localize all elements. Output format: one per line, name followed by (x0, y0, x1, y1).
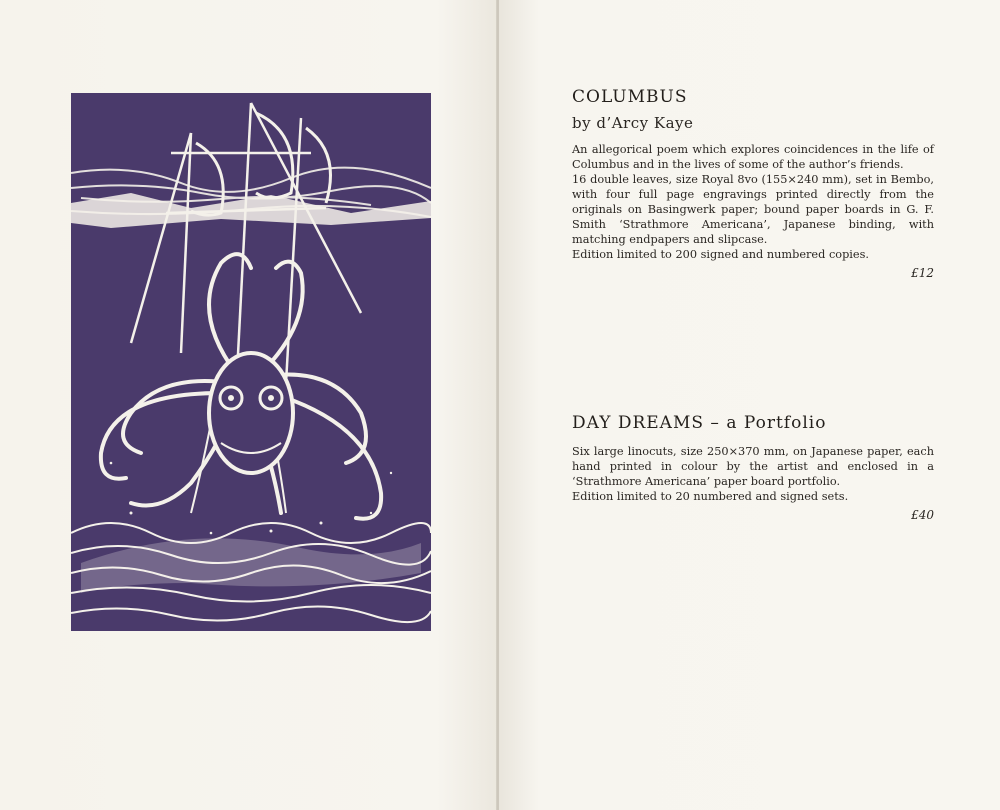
entry-title: COLUMBUS (572, 87, 688, 107)
entry-price: £40 (911, 508, 934, 522)
entry-paragraph: Six large linocuts, size 250×370 mm, on Japanese paper, each hand printed in colour by the artist and enclosed in a ‘Strathmore Americana’ paper board portfolio. (572, 445, 934, 488)
entry-price: £12 (911, 266, 934, 280)
left-page (0, 0, 497, 810)
entry-paragraph: 16 double leaves, size Royal 8vo (155×240 mm), set in Bembo, with four full page engravings printed directly from the originals on Basingwerk paper; bound paper boards in G. F. Smith ‘Strathmore Americana’, Japanese binding, with matching endpapers and slipcase. (572, 173, 934, 246)
catalog-entry-columbus (572, 86, 934, 280)
entry-author: by d’Arcy Kaye (572, 114, 694, 132)
entry-paragraph: Edition limited to 20 numbered and signed sets. (572, 490, 849, 503)
entry-paragraph: Edition limited to 200 signed and numbered copies. (572, 248, 869, 261)
entry-title: DAY DREAMS – a Portfolio (572, 413, 827, 433)
entry-description (572, 142, 934, 262)
catalog-entry-day-dreams (572, 412, 934, 522)
linocut-kraken-ship-illustration (71, 93, 431, 631)
entry-paragraph: An allegorical poem which explores coincidences in the life of Columbus and in the lives of some of the author’s friends. (572, 143, 934, 171)
entry-description (572, 444, 934, 504)
